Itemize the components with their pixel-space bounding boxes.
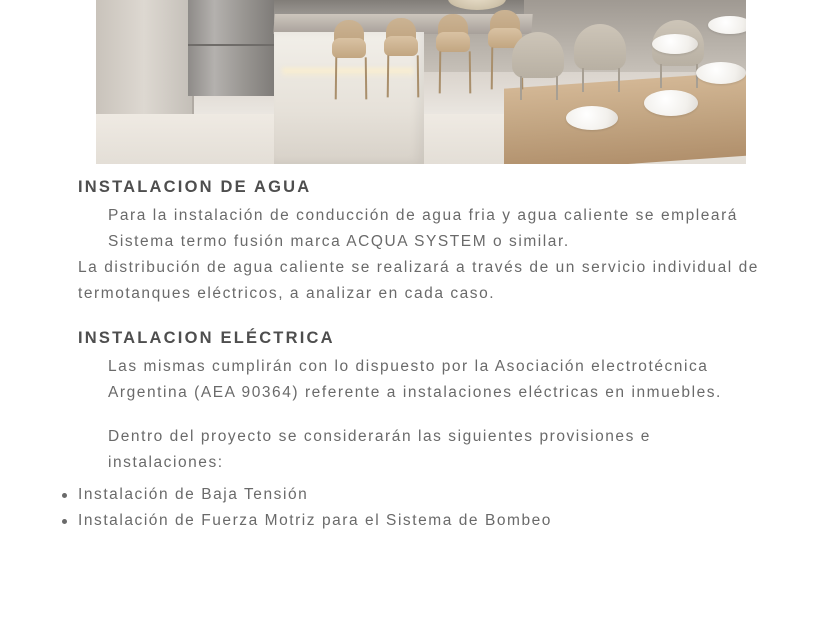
image-plate bbox=[652, 34, 698, 54]
image-bar-stool bbox=[436, 32, 470, 94]
image-cabinet bbox=[96, 0, 194, 120]
paragraph-agua-1: Para la instalación de conducción de agua fria y agua caliente se empleará Sistema termo fusión marca ACQUA SYSTEM o similar. bbox=[108, 207, 738, 250]
stool-legs bbox=[439, 51, 472, 93]
image-plate bbox=[644, 90, 698, 116]
stool-seat bbox=[436, 32, 470, 52]
chair-back bbox=[574, 24, 626, 70]
image-plate bbox=[696, 62, 746, 84]
kitchen-interior-image bbox=[96, 0, 746, 164]
chair-back bbox=[512, 32, 564, 78]
section-instalacion-electrica bbox=[78, 329, 760, 476]
image-plate bbox=[566, 106, 618, 130]
paragraph-electrica-2: Dentro del proyecto se considerarán las siguientes provisiones e instalaciones: bbox=[108, 428, 651, 471]
chair-legs bbox=[582, 68, 620, 92]
document-body bbox=[0, 178, 840, 534]
image-bar-stool bbox=[332, 38, 366, 100]
stool-legs bbox=[387, 55, 420, 97]
image-plate bbox=[708, 16, 746, 34]
section-heading-agua: INSTALACION DE AGUA bbox=[78, 178, 312, 196]
image-dining-chair bbox=[574, 24, 626, 90]
section-instalacion-de-agua bbox=[78, 178, 760, 307]
electrical-provisions-list bbox=[0, 482, 840, 534]
list-item: Instalación de Baja Tensión bbox=[78, 482, 840, 508]
stool-seat bbox=[384, 36, 418, 56]
paragraph-electrica-1: Las mismas cumplirán con lo dispuesto por la Asociación electrotécnica Argentina (AEA 90364) referente a instalaciones eléctricas en inmuebles. bbox=[108, 358, 722, 401]
list-item: Instalación de Fuerza Motriz para el Sistema de Bombeo bbox=[78, 508, 840, 534]
chair-legs bbox=[520, 76, 558, 100]
stool-seat bbox=[332, 38, 366, 58]
image-dining-chair bbox=[512, 32, 564, 98]
paragraph-agua-2: La distribución de agua caliente se realizará a través de un servicio individual de termotanques eléctricos, a analizar en cada caso. bbox=[78, 259, 759, 302]
stool-legs bbox=[335, 57, 368, 99]
image-bar-stool bbox=[384, 36, 418, 98]
chair-legs bbox=[660, 64, 698, 88]
image-refrigerator bbox=[188, 0, 278, 96]
section-heading-electrica: INSTALACION ELÉCTRICA bbox=[78, 329, 335, 347]
